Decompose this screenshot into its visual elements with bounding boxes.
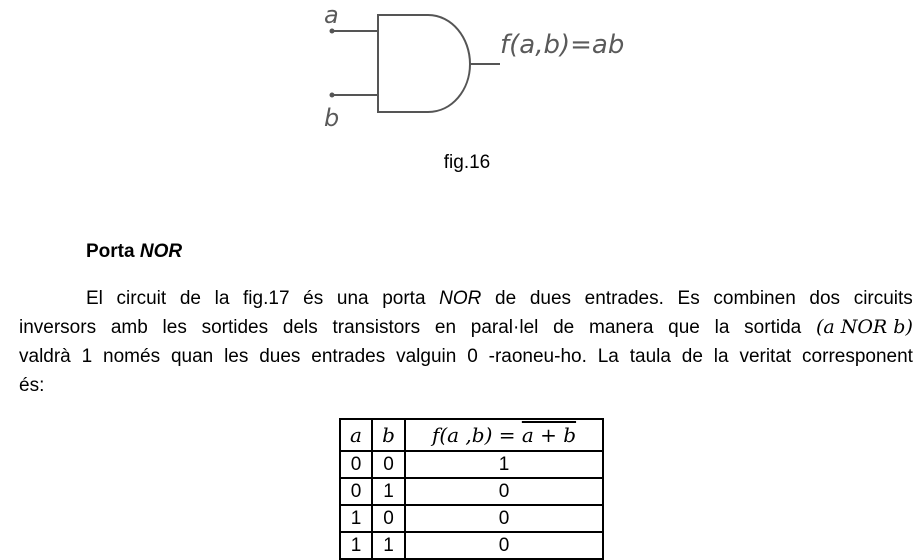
word: valdrà xyxy=(19,346,71,367)
heading-text: Porta xyxy=(86,241,140,262)
word: una xyxy=(336,288,369,309)
word: circuit xyxy=(116,288,167,309)
output-label: f(a,b)=ab xyxy=(500,30,625,60)
word: dels xyxy=(282,317,318,338)
word: en xyxy=(434,317,457,338)
word: de xyxy=(681,346,703,367)
table-row xyxy=(340,505,603,532)
table-row xyxy=(340,478,603,505)
word: sortida xyxy=(744,317,802,338)
cell-a: 1 xyxy=(340,505,372,532)
word: dues xyxy=(529,288,572,309)
and-gate-figure xyxy=(300,0,660,140)
word: (a NOR b) xyxy=(815,316,913,338)
header-f xyxy=(405,419,603,451)
word: entrades. xyxy=(584,288,664,309)
heading-italic: NOR xyxy=(139,241,183,262)
cell-a: 0 xyxy=(340,478,372,505)
word: només xyxy=(103,346,161,367)
header-f-expr: a + b xyxy=(521,423,577,447)
word: circuits xyxy=(853,288,913,309)
word: les xyxy=(224,346,249,367)
word: dos xyxy=(809,288,841,309)
word: és xyxy=(303,288,324,309)
input-a-label: a xyxy=(324,1,339,29)
word: taula xyxy=(629,346,671,367)
truth-table xyxy=(339,418,604,560)
word: la xyxy=(714,317,730,338)
word: quan xyxy=(170,346,214,367)
word: corresponent xyxy=(802,346,913,367)
word: sortides xyxy=(201,317,269,338)
word: les xyxy=(162,317,187,338)
word: amb xyxy=(110,317,148,338)
word: inversors xyxy=(19,317,97,338)
word: paral·lel xyxy=(470,317,539,338)
table-row xyxy=(340,451,603,478)
cell-f: 0 xyxy=(405,505,603,532)
word: de xyxy=(553,317,575,338)
word: El xyxy=(86,288,103,309)
word: que xyxy=(668,317,700,338)
word: porta xyxy=(382,288,426,309)
word: fig.17 xyxy=(243,288,290,309)
and-gate-body xyxy=(378,15,470,112)
word: La xyxy=(597,346,619,367)
cell-f: 1 xyxy=(405,451,603,478)
cell-f: 0 xyxy=(405,532,603,559)
cell-b: 1 xyxy=(372,532,405,559)
paragraph-line-1 xyxy=(19,289,913,308)
input-b-label: b xyxy=(324,104,340,132)
header-f-left: f(a ,b) = xyxy=(431,423,522,447)
word: 1 xyxy=(81,346,93,367)
truth-table-header xyxy=(340,419,603,451)
cell-a: 1 xyxy=(340,532,372,559)
word: de xyxy=(179,288,201,309)
word: -raoneu-ho. xyxy=(488,346,587,367)
header-b: b xyxy=(372,419,405,451)
paragraph-line-4: és: xyxy=(19,375,45,396)
word: 0 xyxy=(467,346,478,367)
word: dues xyxy=(259,346,301,367)
word: la xyxy=(214,288,230,309)
word: valguin xyxy=(396,346,457,367)
word: NOR xyxy=(439,288,482,309)
cell-b: 0 xyxy=(372,451,405,478)
word: Es xyxy=(677,288,700,309)
word: entrades xyxy=(311,346,386,367)
table-row xyxy=(340,532,603,559)
cell-f: 0 xyxy=(405,478,603,505)
section-heading xyxy=(86,241,182,263)
cell-b: 1 xyxy=(372,478,405,505)
word: de xyxy=(495,288,517,309)
cell-a: 0 xyxy=(340,451,372,478)
paragraph-line-3 xyxy=(19,347,913,366)
cell-b: 0 xyxy=(372,505,405,532)
word: veritat xyxy=(739,346,792,367)
word: transistors xyxy=(332,317,421,338)
header-a: a xyxy=(340,419,372,451)
word: la xyxy=(713,346,729,367)
paragraph-line-2 xyxy=(19,318,913,337)
word: manera xyxy=(589,317,654,338)
word: combinen xyxy=(713,288,796,309)
figure-caption: fig.16 xyxy=(443,152,491,173)
